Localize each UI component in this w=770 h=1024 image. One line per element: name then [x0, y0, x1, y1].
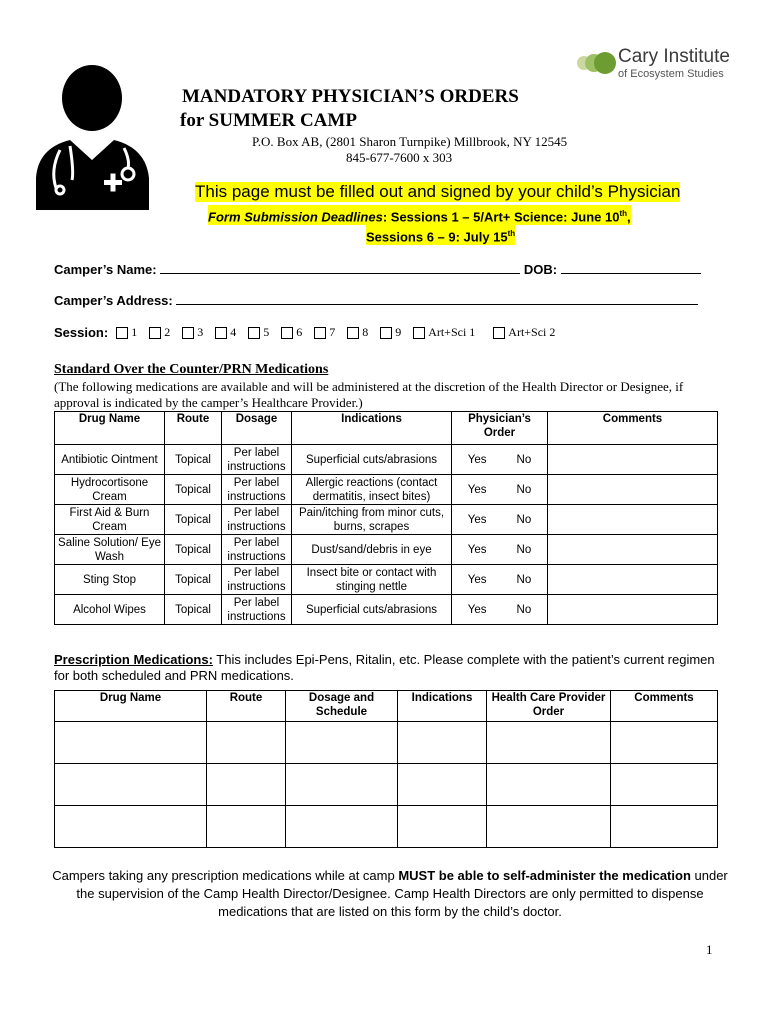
checkbox[interactable]: [493, 327, 505, 339]
physician-order-cell[interactable]: [452, 565, 548, 595]
route-cell: Topical: [165, 445, 222, 475]
checkbox[interactable]: [116, 327, 128, 339]
input-cell[interactable]: [207, 764, 286, 806]
comments-cell[interactable]: [548, 595, 718, 625]
comments-cell[interactable]: [548, 475, 718, 505]
session-option-2[interactable]: [149, 325, 170, 340]
camper-name-row: Camper’s Name: DOB:: [54, 262, 701, 277]
camp-address: P.O. Box AB, (2801 Sharon Turnpike) Millbrook, NY 12545: [252, 134, 568, 149]
prescription-medications-table: [54, 690, 718, 848]
input-cell[interactable]: [487, 764, 611, 806]
comments-cell[interactable]: [548, 565, 718, 595]
camper-address-field[interactable]: [176, 293, 698, 305]
session-option-8[interactable]: [347, 325, 368, 340]
col-header-route: Route: [165, 412, 222, 445]
dosage-cell: Per label instructions: [222, 565, 292, 595]
input-cell[interactable]: [55, 722, 207, 764]
deadline-line-2: [366, 225, 515, 245]
deadline-sessions-1-5: : Sessions 1 – 5/Art+ Science: [382, 209, 564, 225]
table-row: [55, 535, 718, 565]
prescription-section-description: This includes Epi-Pens, Ritalin, etc. Please complete with the patient’s current regimen for both scheduled and PRN medications.: [54, 652, 715, 683]
otc-section-title: Standard Over the Counter/PRN Medications: [54, 362, 329, 377]
session-option-label: 3: [197, 325, 204, 339]
col-header-drug-name: Drug Name: [55, 412, 165, 445]
doctor-icon: [30, 60, 155, 210]
input-cell[interactable]: [611, 764, 718, 806]
table-row: [55, 764, 718, 806]
drug-name-cell: Hydrocortisone Cream: [55, 475, 165, 505]
table-row: [55, 475, 718, 505]
indication-cell: Superficial cuts/abrasions: [292, 445, 452, 475]
dosage-cell: Per label instructions: [222, 475, 292, 505]
camper-address-label: Camper’s Address:: [54, 293, 173, 308]
checkbox[interactable]: [215, 327, 227, 339]
col-header-comments: Comments: [611, 691, 718, 722]
physician-banner: This page must be filled out and signed by your child’s Physician: [195, 182, 681, 201]
footer-text-1: Campers taking any prescription medications while at camp: [52, 868, 399, 883]
no-option[interactable]: No: [516, 483, 532, 496]
no-option[interactable]: No: [516, 453, 532, 466]
logo-name: Cary Institute: [618, 46, 730, 67]
session-option-3[interactable]: [182, 325, 203, 340]
drug-name-cell: Sting Stop: [55, 565, 165, 595]
route-cell: Topical: [165, 535, 222, 565]
deadline-sessions-6-9: Sessions 6 – 9: July 15: [366, 229, 508, 245]
yes-option[interactable]: Yes: [467, 453, 487, 466]
input-cell[interactable]: [487, 806, 611, 848]
table-header-row: [55, 412, 718, 445]
table-row: [55, 505, 718, 535]
no-option[interactable]: No: [516, 573, 532, 586]
deadline-sup-2: th: [507, 229, 516, 238]
dob-label: DOB:: [523, 262, 558, 277]
checkbox[interactable]: [149, 327, 161, 339]
yes-option[interactable]: Yes: [467, 483, 487, 496]
col-header-comments: Comments: [548, 412, 718, 445]
no-option[interactable]: No: [516, 543, 532, 556]
checkbox[interactable]: [413, 327, 425, 339]
session-option-1[interactable]: [116, 325, 137, 340]
table-row: [55, 445, 718, 475]
deadline-sup-1: th: [619, 209, 628, 218]
drug-name-cell: Saline Solution/ Eye Wash: [55, 535, 165, 565]
session-option-label: 6: [296, 325, 303, 339]
checkbox[interactable]: [248, 327, 260, 339]
logo-subtitle: of Ecosystem Studies: [618, 68, 724, 80]
camper-name-field[interactable]: [160, 262, 520, 274]
yes-option[interactable]: Yes: [467, 543, 487, 556]
dosage-cell: Per label instructions: [222, 535, 292, 565]
indication-cell: Dust/sand/debris in eye: [292, 535, 452, 565]
footer-bold-text: MUST be able to self-administer the medication: [398, 868, 691, 883]
table-row: [55, 565, 718, 595]
camper-name-label: Camper’s Name: [54, 262, 153, 277]
table-row: [55, 595, 718, 625]
indication-cell: Allergic reactions (contact dermatitis, insect bites): [292, 475, 452, 505]
session-option-artsci-1[interactable]: [413, 325, 475, 340]
camper-address-row: [54, 293, 698, 308]
physician-order-cell[interactable]: [452, 445, 548, 475]
comments-cell[interactable]: [548, 505, 718, 535]
deadline-label: Form Submission Deadlines: [208, 209, 383, 225]
indication-cell: Superficial cuts/abrasions: [292, 595, 452, 625]
dosage-cell: Per label instructions: [222, 505, 292, 535]
route-cell: Topical: [165, 505, 222, 535]
input-cell[interactable]: [611, 722, 718, 764]
no-option[interactable]: No: [516, 513, 532, 526]
session-option-label: 4: [230, 325, 237, 339]
input-cell[interactable]: [207, 722, 286, 764]
session-option-label: 2: [164, 325, 171, 339]
session-option-artsci-2[interactable]: [493, 325, 555, 340]
form-subtitle: for SUMMER CAMP: [180, 110, 357, 131]
session-option-label: Art+Sci 2: [508, 325, 556, 339]
checkbox[interactable]: [281, 327, 293, 339]
input-cell[interactable]: [398, 806, 487, 848]
session-option-label: Art+Sci 1: [428, 325, 476, 339]
session-option-4[interactable]: [215, 325, 236, 340]
session-option-5[interactable]: [248, 325, 269, 340]
no-option[interactable]: No: [516, 603, 532, 616]
table-row: [55, 722, 718, 764]
yes-option[interactable]: Yes: [467, 513, 487, 526]
physician-order-cell[interactable]: [452, 475, 548, 505]
deadline-date-1: : June 10: [563, 209, 620, 225]
input-cell[interactable]: [55, 764, 207, 806]
col-header-drug-name: Drug Name: [55, 691, 207, 722]
footer-note: [50, 867, 730, 921]
cary-institute-logo-icon: [576, 48, 616, 78]
col-header-provider-order: Health Care Provider Order: [487, 691, 611, 722]
col-header-physician-order: Physician’s Order: [452, 412, 548, 445]
input-cell[interactable]: [398, 764, 487, 806]
col-header-dosage-schedule: Dosage and Schedule: [286, 691, 398, 722]
prescription-section-intro: [54, 652, 724, 684]
footer-text-2: under the supervision of the Camp Health Director/Designee. Camp Health Directors are only permitted to dispense medications that are listed on this form by the child’s doctor.: [76, 868, 728, 919]
page-number: 1: [706, 942, 713, 957]
physician-order-cell[interactable]: [452, 535, 548, 565]
checkbox[interactable]: [380, 327, 392, 339]
physician-order-cell[interactable]: [452, 595, 548, 625]
input-cell[interactable]: [286, 722, 398, 764]
checkbox[interactable]: [314, 327, 326, 339]
session-option-label: 9: [395, 325, 402, 339]
col-header-route: Route: [207, 691, 286, 722]
col-header-dosage: Dosage: [222, 412, 292, 445]
comments-cell[interactable]: [548, 445, 718, 475]
deadline-line-1: Form Submission Deadlines: Sessions 1 – 5/Art+ Science: June 10th,: [208, 205, 631, 225]
session-option-6[interactable]: [281, 325, 302, 340]
route-cell: Topical: [165, 595, 222, 625]
dosage-cell: Per label instructions: [222, 445, 292, 475]
prescription-section-title: Prescription Medications:: [54, 652, 213, 667]
col-header-indications: Indications: [398, 691, 487, 722]
session-option-label: 1: [131, 325, 138, 339]
form-title: MANDATORY PHYSICIAN’S ORDERS: [182, 86, 519, 107]
comments-cell[interactable]: [548, 535, 718, 565]
dob-field[interactable]: [561, 262, 701, 274]
input-cell[interactable]: [611, 806, 718, 848]
camp-phone: 845-677-7600 x 303: [346, 150, 453, 165]
route-cell: Topical: [165, 565, 222, 595]
input-cell[interactable]: [207, 806, 286, 848]
dosage-cell: Per label instructions: [222, 595, 292, 625]
route-cell: Topical: [165, 475, 222, 505]
physician-order-cell[interactable]: [452, 505, 548, 535]
yes-option[interactable]: Yes: [467, 573, 487, 586]
otc-medications-table: [54, 411, 718, 625]
table-header-row: [55, 691, 718, 722]
checkbox[interactable]: [347, 327, 359, 339]
yes-option[interactable]: Yes: [467, 603, 487, 616]
drug-name-cell: Alcohol Wipes: [55, 595, 165, 625]
session-option-label: 5: [263, 325, 270, 339]
session-label: Session:: [54, 325, 109, 340]
input-cell[interactable]: [286, 806, 398, 848]
col-header-indications: Indications: [292, 412, 452, 445]
input-cell[interactable]: [398, 722, 487, 764]
input-cell[interactable]: [487, 722, 611, 764]
session-option-label: 8: [362, 325, 369, 339]
input-cell[interactable]: [55, 806, 207, 848]
indication-cell: Pain/itching from minor cuts, burns, scrapes: [292, 505, 452, 535]
drug-name-cell: Antibiotic Ointment: [55, 445, 165, 475]
otc-section-description: (The following medications are available and will be administered at the discretion of the Health Director or Designee, if approval is indicated by the camper’s Healthcare Provider.): [54, 379, 684, 410]
drug-name-cell: First Aid & Burn Cream: [55, 505, 165, 535]
session-option-7[interactable]: [314, 325, 335, 340]
indication-cell: Insect bite or contact with stinging nettle: [292, 565, 452, 595]
session-option-label: 7: [329, 325, 336, 339]
checkbox[interactable]: [182, 327, 194, 339]
table-row: [55, 806, 718, 848]
session-row: [54, 325, 567, 340]
session-option-9[interactable]: [380, 325, 401, 340]
input-cell[interactable]: [286, 764, 398, 806]
